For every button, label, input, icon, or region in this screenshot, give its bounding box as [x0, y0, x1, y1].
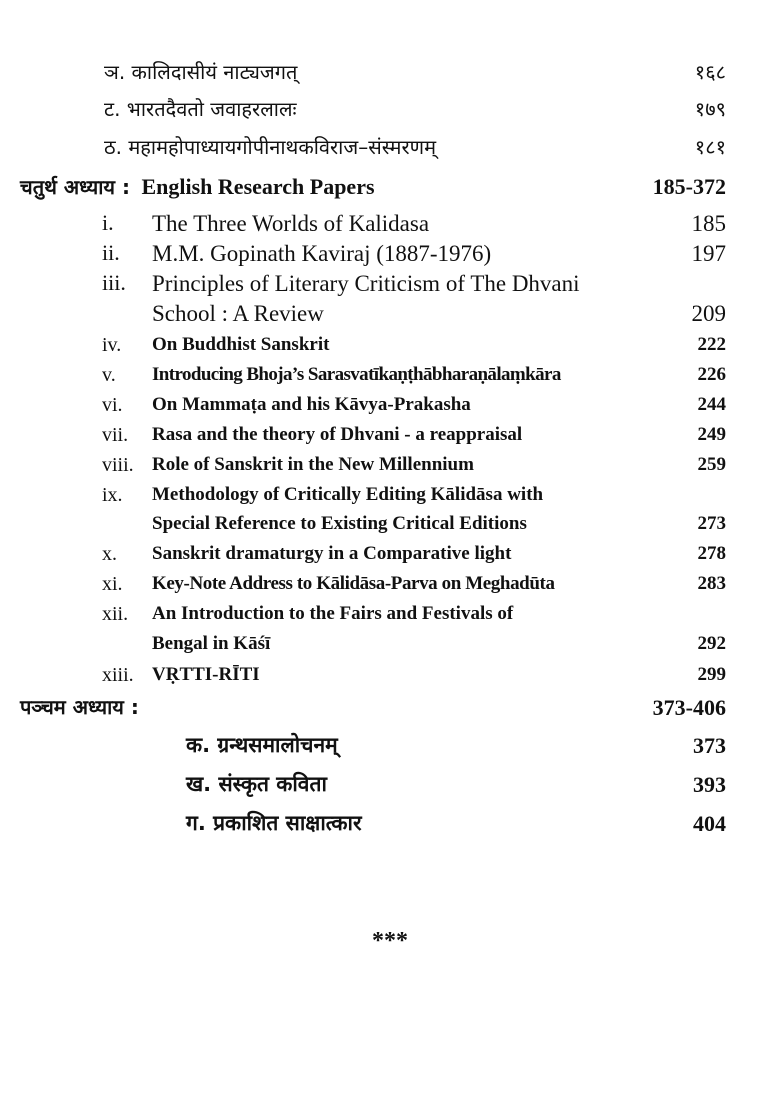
entry-title: ट. भारतदैवतो जवाहरलालः — [104, 97, 297, 121]
entry-page: 278 — [697, 543, 726, 564]
entry-page: 209 — [691, 301, 726, 326]
chapter-title — [20, 176, 375, 198]
toc-entry — [0, 272, 780, 302]
entry-title: ग. प्रकाशित साक्षात्कार — [186, 811, 362, 835]
chapter-label-devanagari: चतुर्थ अध्याय : — [20, 175, 130, 199]
entry-page: 249 — [697, 424, 726, 445]
entry-page: 273 — [697, 513, 726, 534]
toc-entry — [0, 425, 780, 453]
entry-page: १८१ — [694, 135, 726, 159]
entry-title: Methodology of Critically Editing Kālidāsa with — [152, 484, 544, 505]
toc-entry — [0, 774, 780, 806]
entry-title-line-2: Special Reference to Existing Critical Editions — [152, 513, 527, 534]
entry-number: x. — [102, 543, 117, 565]
toc-entry — [0, 137, 780, 167]
entry-title: Key-Note Address to Kālidāsa-Parva on Meghadūta — [152, 573, 555, 594]
entry-title-line-2: School : A Review — [152, 301, 324, 326]
entry-title: On Mammaṭa and his Kāvya-Prakasha — [152, 394, 471, 415]
entry-title-line-2: Bengal in Kāśī — [152, 633, 271, 654]
chapter-label-devanagari: पञ्चम अध्याय : — [20, 695, 139, 719]
entry-number: iv. — [102, 334, 122, 356]
entry-title: ञ. कालिदासीयं नाट्यजगत् — [104, 60, 298, 84]
toc-entry — [0, 62, 780, 92]
entry-title: ख. संस्कृत कविता — [186, 772, 327, 796]
entry-title: Rasa and the theory of Dhvani - a reappraisal — [152, 424, 523, 445]
toc-entry — [0, 574, 780, 602]
entry-number: xii. — [102, 603, 129, 625]
entry-page: 283 — [697, 573, 726, 594]
entry-page: 292 — [697, 633, 726, 654]
chapter-page-range: 185-372 — [652, 174, 726, 199]
entry-number: viii. — [102, 454, 134, 476]
entry-title: Introducing Bhoja’s Sarasvatīkaṇṭhābharaṇālaṃkāra — [152, 364, 561, 385]
chapter-page-range: 373-406 — [652, 695, 726, 720]
entry-title: Principles of Literary Criticism of The Dhvani — [152, 271, 580, 296]
toc-entry — [0, 604, 780, 632]
entry-page: १७९ — [694, 97, 726, 121]
entry-number: ii. — [102, 240, 120, 265]
entry-title: Sanskrit dramaturgy in a Comparative light — [152, 543, 512, 564]
entry-number: vi. — [102, 394, 123, 416]
section-end-ornament: *** — [372, 928, 408, 954]
toc-entry — [0, 99, 780, 129]
entry-page: 244 — [697, 394, 726, 415]
entry-page: १६८ — [694, 60, 726, 84]
chapter-label-english: English Research Papers — [141, 174, 375, 199]
toc-entry — [0, 212, 780, 242]
toc-entry — [0, 395, 780, 423]
toc-entry — [0, 544, 780, 572]
entry-number: v. — [102, 364, 116, 386]
entry-page: 373 — [693, 733, 726, 758]
entry-page: 299 — [697, 664, 726, 685]
toc-entry — [0, 735, 780, 767]
toc-entry — [0, 485, 780, 513]
toc-entry — [0, 242, 780, 272]
entry-title: Role of Sanskrit in the New Millennium — [152, 454, 474, 475]
entry-title: On Buddhist Sanskrit — [152, 334, 330, 355]
entry-title: क. ग्रन्थसमालोचनम् — [186, 733, 338, 757]
toc-entry-continuation — [0, 514, 780, 542]
entry-page: 222 — [697, 334, 726, 355]
entry-page: 393 — [693, 772, 726, 797]
toc-entry — [0, 335, 780, 363]
entry-number: xiii. — [102, 664, 134, 686]
entry-number: xi. — [102, 573, 123, 595]
entry-title: An Introduction to the Fairs and Festivals of — [152, 603, 514, 624]
chapter-heading — [0, 176, 780, 208]
entry-page: 404 — [693, 811, 726, 836]
entry-number: vii. — [102, 424, 129, 446]
entry-title: M.M. Gopinath Kaviraj (1887-1976) — [152, 241, 492, 266]
entry-page: 197 — [691, 241, 726, 266]
entry-number: iii. — [102, 270, 126, 295]
chapter-heading — [0, 697, 780, 729]
entry-number: i. — [102, 210, 114, 235]
toc-entry — [0, 365, 780, 393]
toc-entry-continuation — [0, 634, 780, 662]
entry-title: The Three Worlds of Kalidasa — [152, 211, 430, 236]
entry-page: 185 — [691, 211, 726, 236]
entry-page: 259 — [697, 454, 726, 475]
entry-title: VṚTTI-RĪTI — [152, 664, 260, 685]
toc-entry — [0, 455, 780, 483]
toc-entry — [0, 813, 780, 845]
toc-entry — [0, 665, 780, 693]
entry-title: ठ. महामहोपाध्यायगोपीनाथकविराज–संस्मरणम् — [104, 135, 437, 159]
entry-number: ix. — [102, 484, 123, 506]
toc-entry-continuation — [0, 302, 780, 332]
entry-page: 226 — [697, 364, 726, 385]
